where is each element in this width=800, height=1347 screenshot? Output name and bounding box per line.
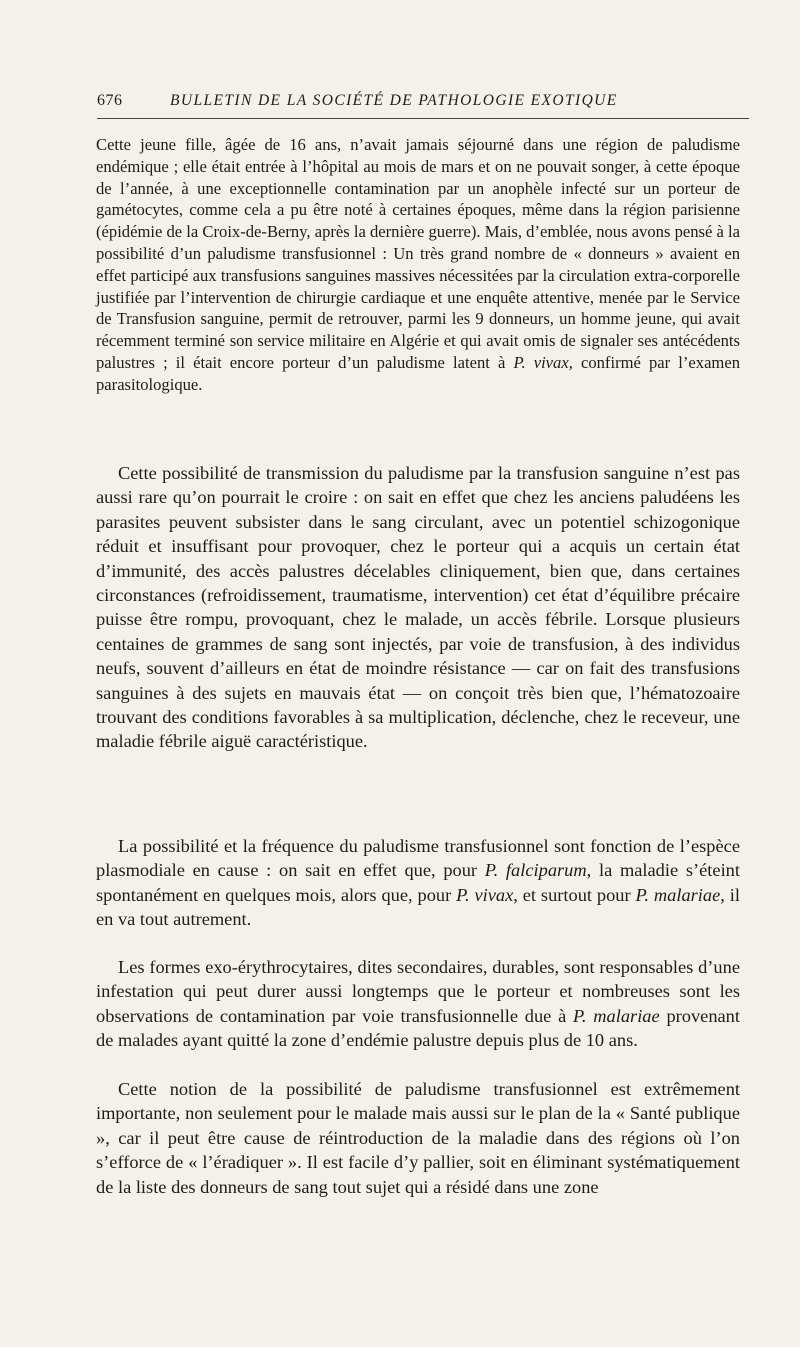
species-name: P. malariae — [573, 1005, 660, 1026]
species-name: P. malariae — [635, 884, 721, 905]
page-header — [97, 92, 747, 118]
paragraph-transmission — [96, 461, 740, 754]
paragraph-text: , la maladie s’éteint spontanément en quelques mois, alors que, pour — [96, 860, 740, 905]
page-number: 676 — [97, 92, 123, 109]
paragraph-text: Cette possibilité de transmission du paludisme par la transfusion sanguine n’est pas aussi rare qu’on pourrait le croire : on sait en effet que chez les anciens paludéens les parasites peuvent subsister dans le sang circulant, avec un potentiel schizogonique réduit et insuffisant pour provoquer, chez le porteur qui a acquis un certain état d’immunité, des accès palustres décelables cliniquement, bien que, dans certaines circonstances (refroidissement, traumatisme, intervention) cet état d’équilibre précaire puisse être rompu, provoquant, chez le malade, un accès fébrile. Lorsque plusieurs centaines de grammes de sang sont injectés, par voie de transfusion, à des individus neufs, souvent d’ailleurs en état de moindre résistance — car on fait des transfusions sanguines à des sujets en mauvais état — on conçoit très bien que, l’hématozoaire trouvant des conditions favorables à sa multiplication, déclenche, chez le receveur, une maladie fébrile aiguë caractéristique. — [96, 463, 740, 752]
paragraph-text: Cette notion de la possibilité de paludisme transfusionnel est extrêmement importante, non seulement pour le malade mais aussi sur le plan de la « Santé publique », car il peut être cause de réintroduction de la maladie dans des régions où l’on s’efforce de « l’éradiquer ». Il est facile d’y pallier, soit en éliminant systématiquement de la liste des donneurs de sang tout sujet qui a résidé dans une zone — [96, 1079, 740, 1197]
paragraph-text: , il en va tout autrement. — [96, 884, 740, 930]
paragraph-text: provenant de malades ayant quitté la zone d’endémie palustre depuis plus de 10 ans. — [96, 1005, 740, 1051]
header-rule — [97, 118, 749, 119]
species-name: P. vivax — [456, 884, 514, 905]
paragraph-exo-erythrocytic — [96, 955, 740, 1053]
paragraph-text: , et surtout pour — [513, 884, 636, 905]
paragraph-text: Cette jeune fille, âgée de 16 ans, n’avait jamais séjourné dans une région de paludisme endémique ; elle était entrée à l’hôpital au mois de mars et on ne pouvait songer, à cette époque de l’année, à une exceptionnelle contamination par un anophèle infecté sur un porteur de gamétocytes, comme cela a pu être noté à certaines époques, même dans la région parisienne (épidémie de la Croix-de-Berny, après la dernière guerre). Mais, d’emblée, nous avons pensé à la possibilité d’un paludisme transfusionnel : Un très grand nombre de « donneurs » avaient en effet participé aux transfusions sanguines massives nécessitées par la circulation extra-corporelle justifiée par l’intervention de chirurgie cardiaque et une enquête attentive, menée par le Service de Transfusion sanguine, permit de retrouver, parmi les 9 donneurs, un homme jeune, qui avait récemment terminé son service militaire en Algérie et qui avait omis de signaler ses antécédents palustres ; il était encore porteur d’un paludisme latent à — [96, 135, 740, 372]
paragraph-species-frequency — [96, 834, 740, 932]
paragraph-text: Les formes exo-érythrocytaires, dites secondaires, durables, sont responsables d’une infestation qui peut durer aussi longtemps que le porteur et nombreuses sont les observations de contamination par voie transfusionnelle due à — [96, 957, 740, 1026]
paragraph-case-report — [96, 134, 740, 396]
paragraph-public-health — [96, 1077, 740, 1199]
running-title: BULLETIN DE LA SOCIÉTÉ DE PATHOLOGIE EXOTIQUE — [170, 92, 618, 109]
paragraph-text: La possibilité et la fréquence du paludisme transfusionnel sont fonction de l’espèce plasmodiale en cause : on sait en effet que, pour — [96, 836, 740, 881]
species-name: P. falciparum — [484, 860, 587, 881]
species-name: P. vivax — [513, 352, 569, 372]
paragraph-text: , confirmé par l’examen parasitologique. — [96, 352, 741, 394]
